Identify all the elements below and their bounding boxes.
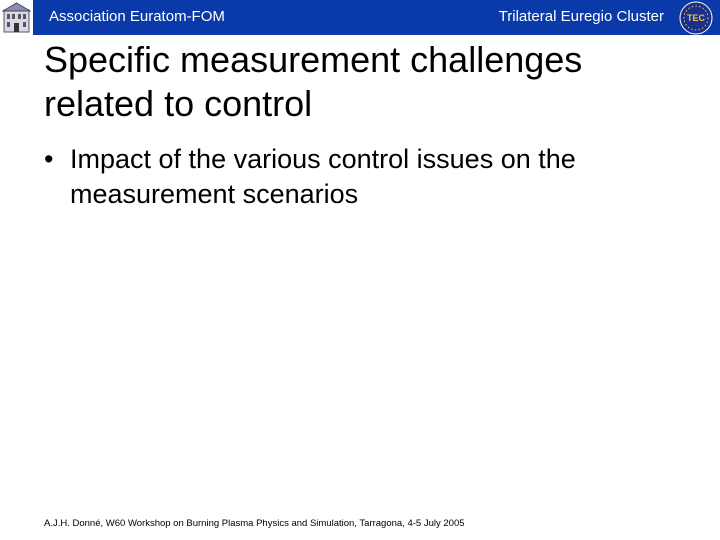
slide-title: [44, 38, 704, 126]
slide-title-line2: related to control: [44, 83, 313, 124]
slide-title-line1: Specific measurement challenges: [44, 39, 583, 80]
bullet-text-line2: measurement scenarios: [70, 179, 359, 209]
bullet-symbol: •: [44, 144, 54, 174]
header-organization: Association Euratom-FOM: [49, 8, 225, 25]
bullet-text-line1: Impact of the various control issues on the: [70, 144, 576, 174]
building-logo-icon: [0, 0, 33, 35]
bullet-text: [70, 142, 700, 212]
tec-emblem-text: TEC: [687, 13, 705, 23]
tec-emblem-icon: [678, 0, 714, 36]
header-bar: [0, 0, 720, 35]
header-cluster: Trilateral Euregio Cluster: [498, 8, 664, 25]
slide-footer: A.J.H. Donné, W60 Workshop on Burning Plasma Physics and Simulation, Tarragona, 4-5 July 2005: [44, 518, 465, 529]
